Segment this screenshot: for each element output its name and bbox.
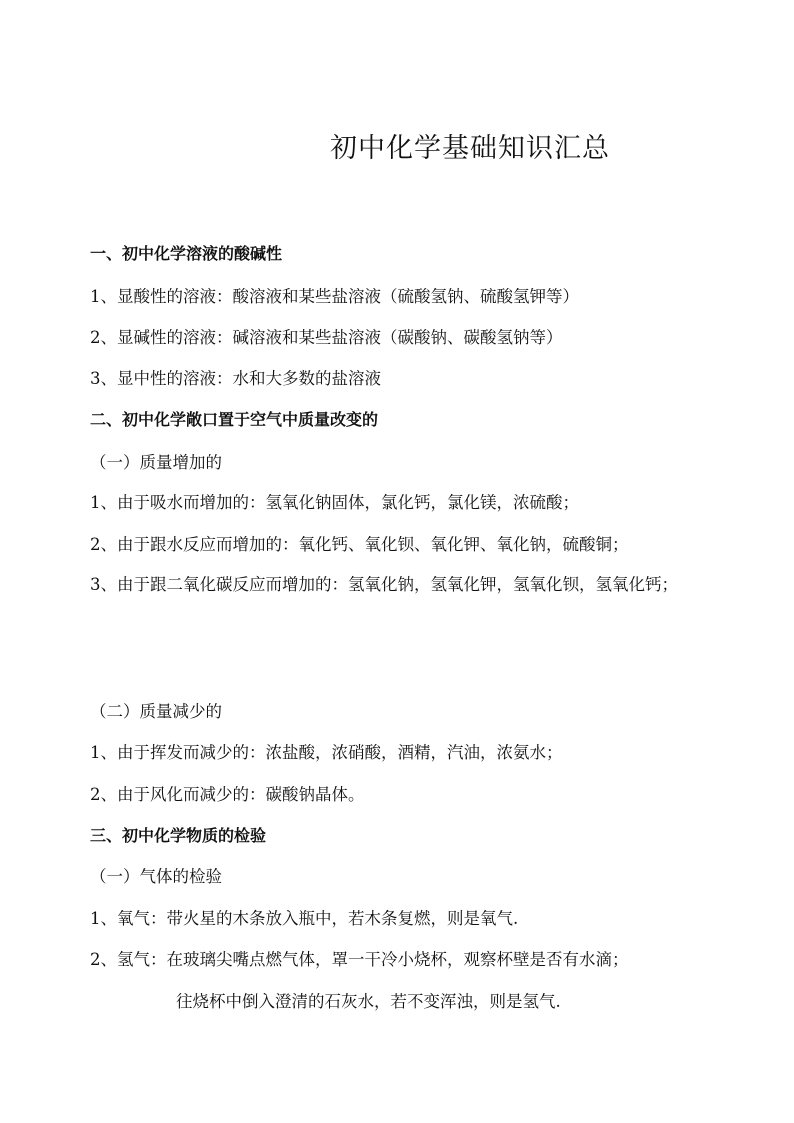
paragraph-line: 3、显中性的溶液：水和大多数的盐溶液 — [90, 369, 381, 388]
paragraph-line: 3、由于跟二氧化碳反应而增加的：氢氧化钠，氢氧化钾，氢氧化钡，氢氧化钙； — [90, 575, 678, 594]
paragraph-line: 2、由于跟水反应而增加的：氧化钙、氧化钡、氧化钾、氧化钠，硫酸铜； — [90, 535, 629, 554]
paragraph-line: 1、氧气：带火星的木条放入瓶中，若木条复燃，则是氧气. — [90, 909, 519, 928]
section-heading-mass-change: 二、初中化学敞口置于空气中质量改变的 — [90, 410, 379, 429]
paragraph-line: 2、氢气：在玻璃尖嘴点燃气体，罩一干冷小烧杯，观察杯壁是否有水滴； — [90, 950, 629, 969]
paragraph-line: 1、由于挥发而减少的：浓盐酸，浓硝酸，酒精，汽油，浓氨水； — [90, 743, 563, 762]
paragraph-line-continued: 往烧杯中倒入澄清的石灰水，若不变浑浊，则是氢气. — [176, 992, 561, 1011]
subsection-heading: （一）气体的检验 — [90, 867, 222, 886]
section-heading-detection: 三、初中化学物质的检验 — [90, 826, 267, 845]
paragraph-line: 2、显碱性的溶液：碱溶液和某些盐溶液（碳酸钠、碳酸氢钠等） — [90, 328, 563, 347]
page-title: 初中化学基础知识汇总 — [330, 133, 610, 164]
paragraph-line: 1、显酸性的溶液：酸溶液和某些盐溶液（硫酸氢钠、硫酸氢钾等） — [90, 287, 579, 306]
subsection-heading: （一）质量增加的 — [90, 453, 222, 472]
paragraph-line: 2、由于风化而减少的：碳酸钠晶体。 — [90, 785, 365, 804]
section-heading-acidity: 一、初中化学溶液的酸碱性 — [90, 244, 283, 263]
paragraph-line: 1、由于吸水而增加的：氢氧化钠固体，氯化钙，氯化镁，浓硫酸； — [90, 493, 579, 512]
subsection-heading: （二）质量减少的 — [90, 702, 222, 721]
